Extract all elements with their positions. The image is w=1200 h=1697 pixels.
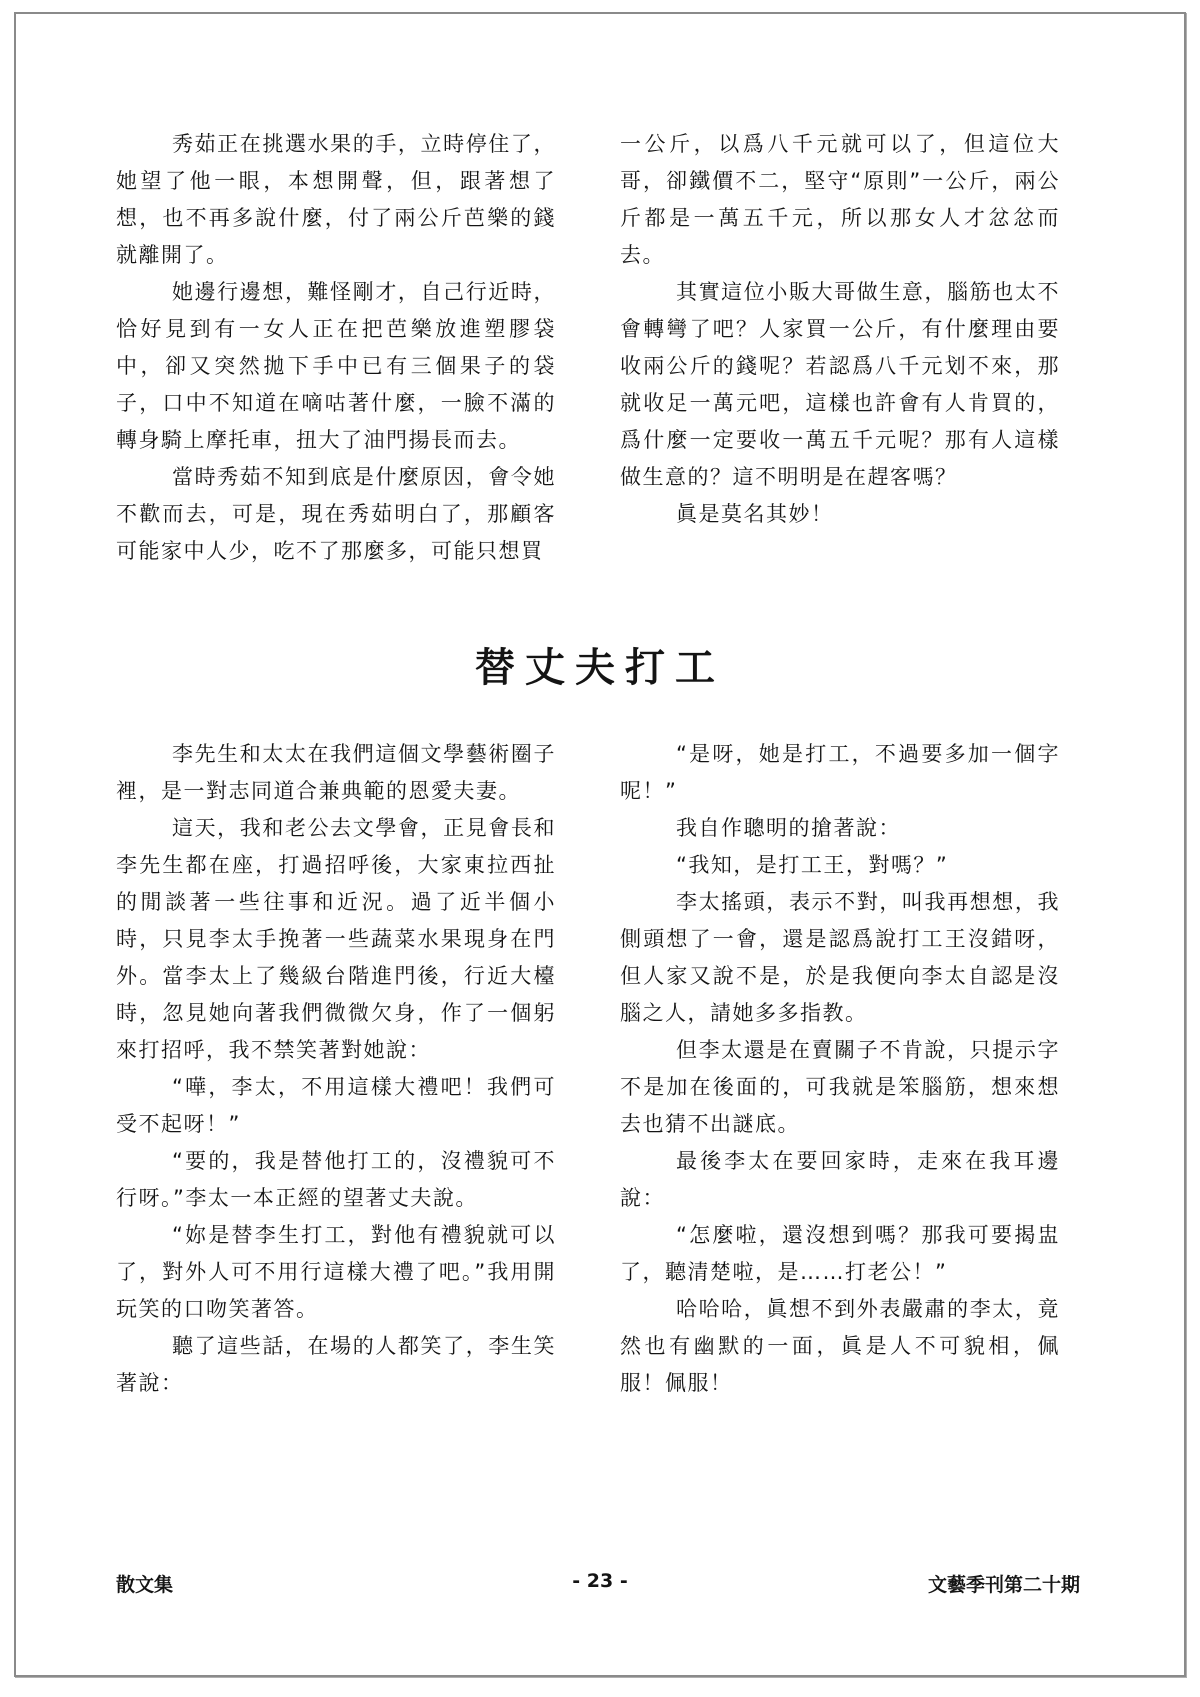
paragraph: 聽了這些話，在場的人都笑了，李生笑著說： <box>116 1334 556 1395</box>
footer-publication: 文藝季刊第二十期 <box>927 1574 1080 1596</box>
article-title: 替丈夫打工 <box>475 644 725 691</box>
paragraph: 哈哈哈，眞想不到外表嚴肅的李太，竟然也有幽默的一面，眞是人不可貌相，佩服！佩服！ <box>620 1297 1060 1395</box>
paragraph: 我自作聰明的搶著說： <box>676 816 901 840</box>
paragraph: 李太搖頭，表示不對，叫我再想想，我側頭想了一會，還是認爲說打工王沒錯呀，但人家又說不是，於是我便向李太自認是沒腦之人，請她多多指教。 <box>620 890 1060 1025</box>
paragraph: 一公斤，以爲八千元就可以了，但這位大哥，卻鐵價不二，堅守“原則”一公斤，兩公斤都是一萬五千元，所以那女人才忿忿而去。 <box>620 132 1060 267</box>
story1-left-column <box>116 126 556 570</box>
paragraph: 但李太還是在賣關子不肯說，只提示字不是加在後面的，可我就是笨腦筋，想來想去也猜不出謎底。 <box>620 1038 1060 1136</box>
paragraph: “妳是替李生打工，對他有禮貌就可以了，對外人可不用行這樣大禮了吧。”我用開玩笑的口吻笑著答。 <box>116 1223 556 1321</box>
paragraph: 這天，我和老公去文學會，正見會長和李先生都在座，打過招呼後，大家東拉西扯的閒談著一些往事和近況。過了近半個小時，只見李太手挽著一些蔬菜水果現身在門外。當李太上了幾級台階進門後，行近大檯時，忽見她向著我們微微欠身，作了一個躬來打招呼，我不禁笑著對她說： <box>116 816 556 1062</box>
paragraph: 眞是莫名其妙！ <box>676 502 834 526</box>
story2-left-column <box>116 736 556 1402</box>
paragraph: 李先生和太太在我們這個文學藝術圈子裡，是一對志同道合兼典範的恩愛夫妻。 <box>116 742 556 803</box>
paragraph: “是呀，她是打工，不過要多加一個字呢！” <box>620 742 1060 803</box>
paragraph: “要的，我是替他打工的，沒禮貌可不行呀。”李太一本正經的望著丈夫說。 <box>116 1149 556 1210</box>
footer-page-number: - 23 - <box>572 1570 628 1592</box>
paragraph: “我知，是打工王，對嗎？” <box>676 853 949 877</box>
footer-section-name: 散文集 <box>116 1574 174 1596</box>
story2-right-column <box>620 736 1060 1402</box>
paragraph: 最後李太在要回家時，走來在我耳邊說： <box>620 1149 1060 1210</box>
paragraph: “怎麼啦，還沒想到嗎？那我可要揭盅了，聽清楚啦，是……打老公！” <box>620 1223 1060 1284</box>
paragraph: 她邊行邊想，難怪剛才，自己行近時，恰好見到有一女人正在把芭樂放進塑膠袋中，卻又突然拋下手中已有三個果子的袋子，口中不知道在嘀咕著什麼，一臉不滿的轉身騎上摩托車，扭大了油門揚長而去。 <box>116 280 556 452</box>
paragraph: “嘩，李太，不用這樣大禮吧！我們可受不起呀！” <box>116 1075 556 1136</box>
story1-right-column <box>620 126 1060 533</box>
paragraph: 當時秀茹不知到底是什麼原因，會令她不歡而去，可是，現在秀茹明白了，那顧客可能家中人少，吃不了那麼多，可能只想買 <box>116 465 556 563</box>
paragraph: 秀茹正在挑選水果的手，立時停住了，她望了他一眼，本想開聲，但，跟著想了想，也不再多說什麼，付了兩公斤芭樂的錢就離開了。 <box>116 132 556 267</box>
paragraph: 其實這位小販大哥做生意，腦筋也太不會轉彎了吧？人家買一公斤，有什麼理由要收兩公斤的錢呢？若認爲八千元划不來，那就收足一萬元吧，這樣也許會有人肯買的，爲什麼一定要收一萬五千元呢？那有人這樣做生意的？這不明明是在趕客嗎？ <box>620 280 1060 489</box>
